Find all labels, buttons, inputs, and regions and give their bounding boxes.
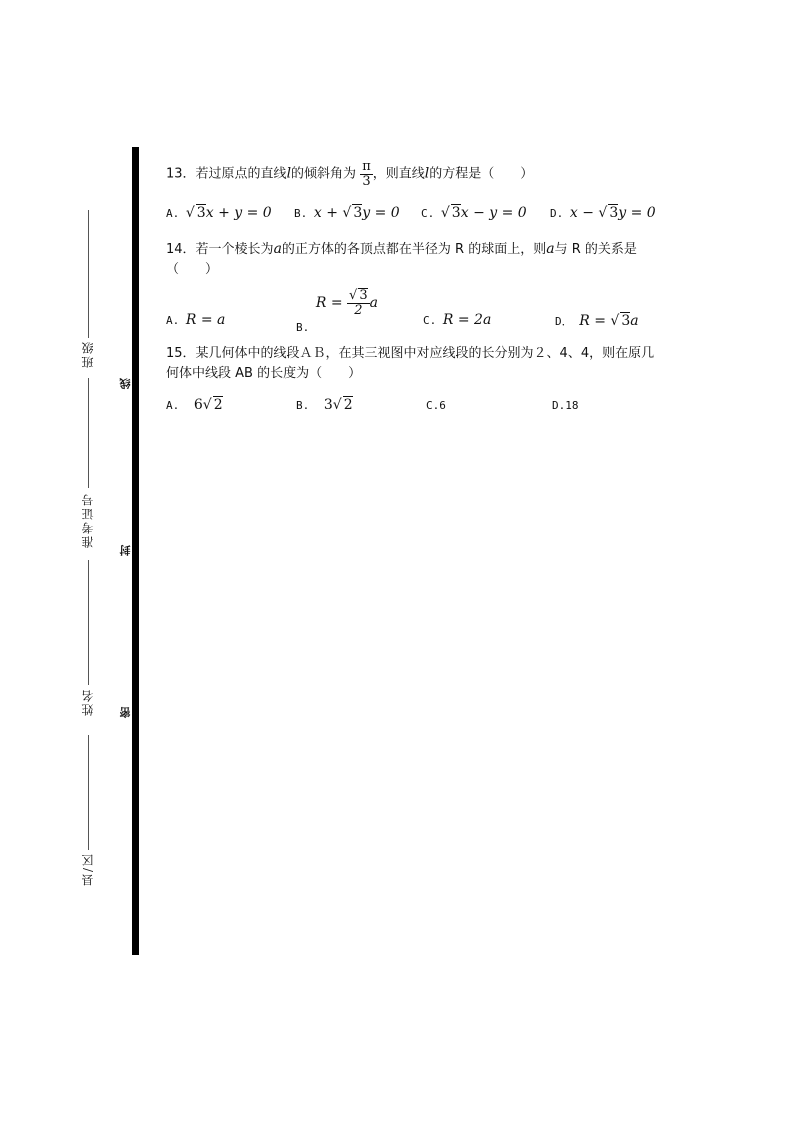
q13-number: 13． [166,166,196,182]
class-label: 班级 [81,340,95,368]
q13-option-b: B. x + √ 3y = 0 [294,205,400,221]
q14-number: 14． [166,242,196,257]
seal-word-feng: 封 [119,545,132,556]
q13-option-c: C. √ 3x − y = 0 [421,205,527,221]
q14-option-b: B. R = $\frac{√ 3}{2}$ a [296,288,378,334]
county-label: 县/区 [81,852,95,887]
q15-option-a: A. 6√ 2 [166,397,223,413]
exam-number-label: 准考证号 [81,492,95,548]
q13-stem: 13．若过原点的直线l的倾斜角为 $\frac{\pi}{3}$ ，则直线l的方程是（ ） [166,159,534,189]
q13-option-d: D. x − √ 3y = 0 [550,205,656,221]
q15-option-d: D.18 [552,399,579,412]
seal-word-xian: 线 [119,378,132,389]
q14-stem-line2: （ ） [166,262,219,277]
q15-option-c: C.6 [426,399,446,412]
name-blank-line [88,560,90,685]
q14-option-a: A. R = a [166,312,226,328]
q13-option-a: A. √ 3x + y = 0 [166,205,272,221]
name-label: 姓名 [81,688,95,716]
q15-option-b: B. 3√ 2 [296,397,353,413]
exam-number-blank-line [88,378,90,488]
q15-stem-line1: 15．某几何体中的线段ＡＢ，在其三视图中对应线段的长分别为２、4、4，则在原几 [166,346,655,361]
q13-angle-fraction: $\frac{\pi}{3}$ [362,159,371,189]
seal-word-mi: 密 [119,707,132,718]
q15-stem-line2: 何体中线段 AB 的长度为（ ） [166,366,362,381]
q15-number: 15． [166,346,196,361]
q14-b-fraction: $\frac{√ 3}{2}$ [349,288,368,318]
q14-option-c: C. R = 2a [423,312,492,328]
q14-stem-line1: 14．若一个棱长为a的正方体的各顶点都在半径为 R 的球面上，则a与 R 的关系是 [166,241,637,257]
county-blank-line [88,735,90,850]
q14-option-d: D． R = √ 3a [555,313,639,329]
class-blank-line [88,210,90,338]
